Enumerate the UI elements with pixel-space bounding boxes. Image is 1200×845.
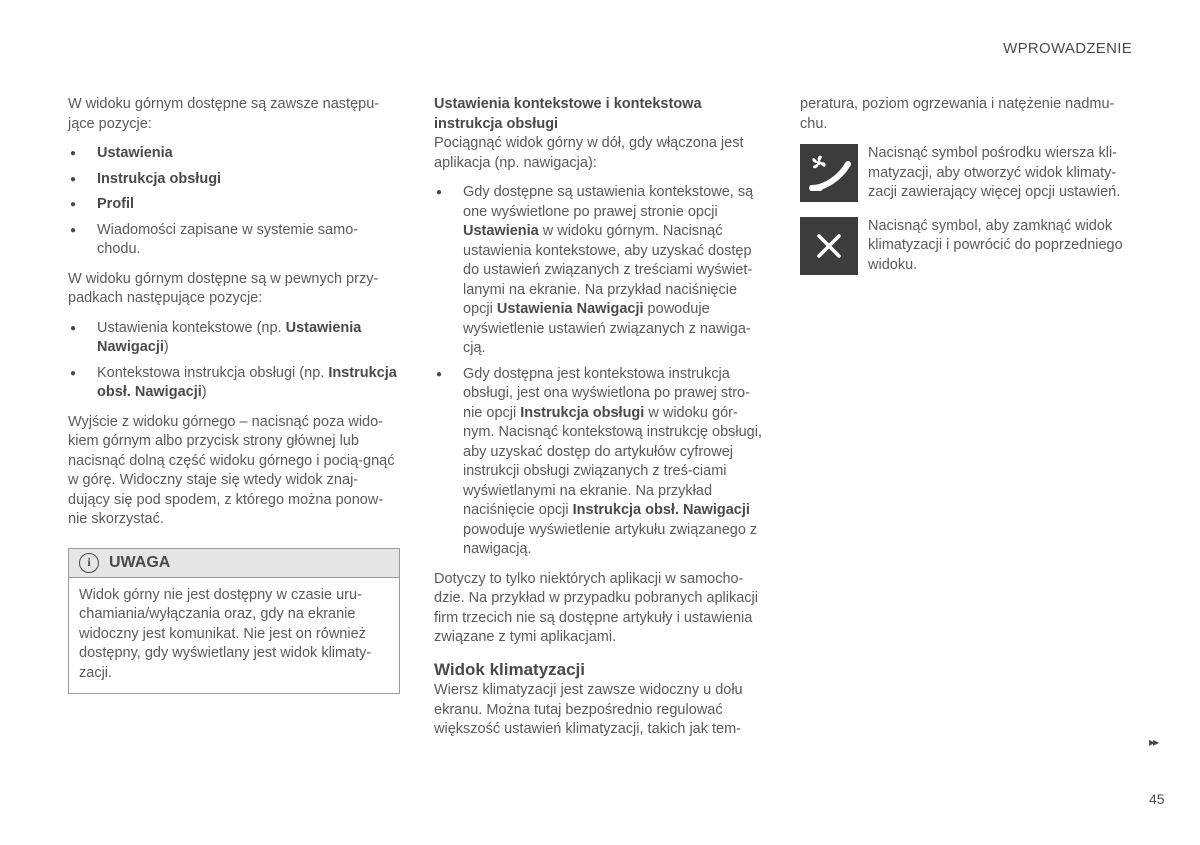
close-icon bbox=[800, 217, 858, 275]
exit-paragraph: Wyjście z widoku górnego – nacisnąć poza wido-kiem górnym albo przycisk strony głównej lub nacisnąć dolną część widoku górnego i pocią-gnąć w górę. Widoczny staje się wtedy widok znaj-dujący się pod spodem, z którego można ponow-nie skorzystać. bbox=[68, 413, 395, 527]
note-header bbox=[69, 549, 399, 578]
item-bold: Instrukcja obsł. Nawigacji bbox=[97, 364, 397, 400]
item-text: Gdy dostępne są ustawienia kontekstowe, są one wyświetlone po prawej stronie opcji bbox=[463, 184, 754, 220]
item-text: w widoku górnym. Nacisnąć ustawienia kontekstowe, aby uzyskać dostęp do ustawień związanych z treściami wyświet-lanymi na ekranie. Na przykład naciśnięcie opcji bbox=[463, 223, 753, 317]
section-header: WPROWADZENIE bbox=[1003, 40, 1132, 57]
info-icon: i bbox=[79, 553, 99, 573]
column-right bbox=[800, 95, 1132, 289]
always-list bbox=[68, 144, 400, 260]
next-page-arrows-icon: ▸▸ bbox=[1149, 735, 1158, 749]
always-intro: W widoku górnym dostępne są zawsze następu-jące pozycje: bbox=[68, 96, 380, 132]
some-list bbox=[68, 319, 400, 403]
symbol-row-close bbox=[800, 217, 1132, 276]
item-bold: Ustawienia Nawigacji bbox=[97, 319, 362, 355]
context-intro: Pociągnąć widok górny w dół, gdy włączona jest aplikacja (np. nawigacja): bbox=[434, 135, 744, 171]
some-intro: W widoku górnym dostępne są w pewnych przy-padkach następujące pozycje: bbox=[68, 270, 379, 306]
item-text: Kontekstowa instrukcja obsługi (np. bbox=[97, 364, 329, 381]
item-text: Ustawienia kontekstowe (np. bbox=[97, 319, 286, 336]
item-text: ) bbox=[163, 339, 169, 355]
item-bold: Instrukcja obsł. Nawigacji bbox=[572, 502, 750, 518]
list-item bbox=[68, 364, 400, 403]
list-item: ● Wiadomości zapisane w systemie samo-chodu. bbox=[68, 221, 400, 260]
item-text: powoduje wyświetlenie ustawień związanych z nawiga-cją. bbox=[463, 301, 751, 356]
note-box bbox=[68, 548, 400, 695]
symbol-open-text: Nacisnąć symbol pośrodku wiersza kli-matyzacji, aby otworzyć widok klimaty-zacji zawierający więcej opcji ustawień. bbox=[868, 145, 1121, 200]
list-item bbox=[434, 183, 766, 359]
symbol-row-open bbox=[800, 144, 1132, 203]
context-list bbox=[434, 183, 766, 560]
note-body: Widok górny nie jest dostępny w czasie uru-chamiania/wyłączania oraz, gdy na ekranie widoczny jest komunikat. Nie jest on również dostępny, gdy wyświetlany jest widok klimaty-zacji. bbox=[79, 586, 372, 681]
list-item bbox=[68, 319, 400, 358]
item-text: w widoku gór-nym. Nacisnąć kontekstową instrukcję obsługi, aby uzyskać dostęp do artykułów cyfrowej instrukcji obsługi związanych z treś-ciami wyświetlanymi na ekranie. Na przykład naciśnięcie opcji bbox=[463, 404, 762, 518]
item-bold: Instrukcja obsługi bbox=[520, 404, 645, 421]
list-item: ● Ustawienia bbox=[68, 144, 400, 164]
item-bold: Ustawienia bbox=[463, 223, 539, 239]
climate-seat-fan-icon bbox=[800, 144, 858, 202]
item-text: powoduje wyświetlenie artykułu związanego z nawigacją. bbox=[463, 521, 758, 557]
list-item: ● Profil bbox=[68, 195, 400, 215]
page-number: 45 bbox=[1149, 791, 1165, 807]
list-item bbox=[434, 365, 766, 560]
note-title: UWAGA bbox=[109, 553, 171, 571]
list-item: ● Instrukcja obsługi bbox=[68, 170, 400, 190]
symbol-close-text: Nacisnąć symbol, aby zamknąć widok klimatyzacji i powrócić do poprzedniego widoku. bbox=[868, 217, 1123, 273]
item-text: Gdy dostępna jest kontekstowa instrukcja obsługi, jest ona wyświetlona po prawej stro-nie opcji bbox=[463, 365, 750, 421]
climate-heading: Widok klimatyzacji bbox=[434, 659, 586, 679]
apps-note: Dotyczy to tylko niektórych aplikacji w samocho-dzie. Na przykład w przypadku pobranych aplikacji firm trzecich nie są dostępne artykuły i ustawienia związane z tymi aplikacjami. bbox=[434, 570, 758, 645]
item-text: ) bbox=[201, 384, 207, 400]
column-left bbox=[68, 95, 400, 694]
climate-continued: peratura, poziom ogrzewania i natężenie nadmu-chu. bbox=[800, 96, 1115, 132]
column-middle bbox=[434, 95, 766, 750]
item-bold: Ustawienia Nawigacji bbox=[496, 301, 644, 317]
climate-text: Wiersz klimatyzacji jest zawsze widoczny u dołu ekranu. Można tutaj bezpośrednio regulować większość ustawień klimatyzacji, takich jak tem- bbox=[434, 682, 743, 737]
section-heading: Ustawienia kontekstowe i kontekstowa instrukcja obsługi bbox=[434, 96, 702, 132]
